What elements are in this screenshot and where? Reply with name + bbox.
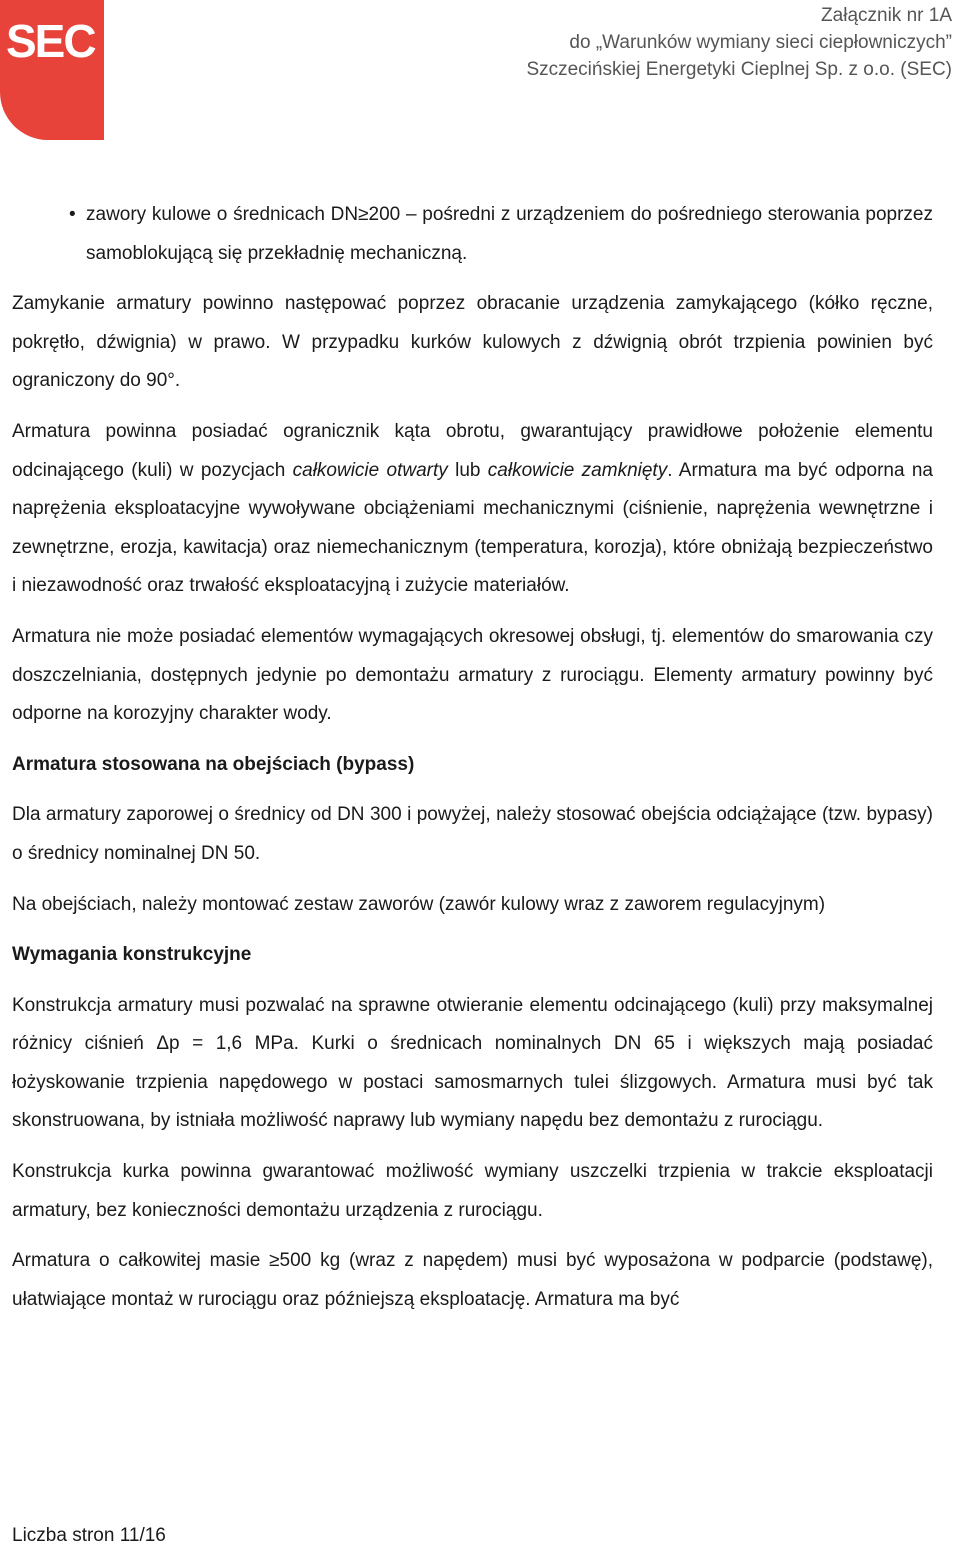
section-heading-construction: Wymagania konstrukcyjne — [12, 944, 252, 966]
paragraph-rotation-limiter — [12, 413, 933, 606]
paragraph-bypass-dn: Dla armatury zaporowej o średnicy od DN 300 i powyżej, należy stosować obejścia odciążające (tzw. bypasy) o średnicy nominalnej DN 50. — [12, 804, 933, 864]
paragraph-text: Armatura powinna posiadać ogranicznik kąta obrotu, gwarantujący prawidłowe położenie elementu odcinającego (kuli) w pozycjach — [12, 420, 933, 481]
header-line-3: Szczecińskiej Energetyki Cieplnej Sp. z o.o. (SEC) — [526, 59, 952, 80]
paragraph-bypass-valves: Na obejściach, należy montować zestaw zaworów (zawór kulowy wraz z zaworem regulacyjnym) — [12, 893, 826, 915]
paragraph-support: Armatura o całkowitej masie ≥500 kg (wraz z napędem) musi być wyposażona w podparcie (podstawę), ułatwiające montaż w rurociągu oraz późniejszą eksploatację. Armatura ma być — [12, 1250, 933, 1310]
header-line-1: Załącznik nr 1A — [821, 5, 952, 26]
document-body — [12, 196, 933, 1331]
paragraph-maintenance: Armatura nie może posiadać elementów wymagających okresowej obsługi, tj. elementów do smarowania czy doszczelniania, dostępnych jedynie po demontażu armatury z rurociągu. Elementy armatury powinny być odporne na korozyjny charakter wody. — [12, 625, 933, 725]
logo-text: SEC — [6, 15, 95, 67]
sec-logo — [0, 0, 104, 140]
document-header — [526, 2, 952, 83]
paragraph-closing-direction: Zamykanie armatury powinno następować poprzez obracanie urządzenia zamykającego (kółko ręczne, pokrętło, dźwignia) w prawo. W przypadku kurków kulowych z dźwignią obrót trzpienia powinien być ograniczony do 90°. — [12, 293, 933, 392]
emphasis-closed: całkowicie zamknięty — [487, 459, 668, 481]
bullet-item-text: zawory kulowe o średnicach DN≥200 – pośredni z urządzeniem do pośredniego sterowania poprzez samoblokującą się przekładnię mechaniczną. — [86, 204, 933, 264]
emphasis-open: całkowicie otwarty — [292, 459, 448, 481]
bullet-icon: • — [69, 204, 76, 225]
paragraph-text: . Armatura ma być odporna na naprężenia eksploatacyjne wywoływane obciążeniami mechanicznymi (ciśnienie, naprężenia wewnętrzne i zewnętrzne, erozja, kawitacja) oraz niemechanicznym (temperatura, korozja), które obniżają bezpieczeństwo i niezawodność oraz trwałość eksploatacyjną i zużycie materiałów. — [12, 459, 933, 597]
paragraph-construction-requirements: Konstrukcja armatury musi pozwalać na sprawne otwieranie elementu odcinającego (kuli) przy maksymalnej różnicy ciśnień Δp = 1,6 MPa. Kurki o średnicach nominalnych DN 65 i większych mają posiadać łożyskowanie trzpienia napędowego w postaci samosmarnych tulei ślizgowych. Armatura musi być tak skonstruowana, by istniała możliwość naprawy lub wymiany napędu bez demontażu z rurociągu. — [12, 994, 933, 1132]
page-count: Liczba stron 11/16 — [12, 1525, 166, 1546]
section-heading-bypass: Armatura stosowana na obejściach (bypass) — [12, 753, 415, 775]
paragraph-text: lub — [447, 459, 488, 481]
paragraph-seal-replacement: Konstrukcja kurka powinna gwarantować możliwość wymiany uszczelki trzpienia w trakcie eksploatacji armatury, bez konieczności demontażu urządzenia z rurociągu. — [12, 1161, 933, 1221]
bullet-item — [12, 196, 933, 273]
header-line-2: do „Warunków wymiany sieci ciepłowniczych” — [569, 32, 952, 53]
